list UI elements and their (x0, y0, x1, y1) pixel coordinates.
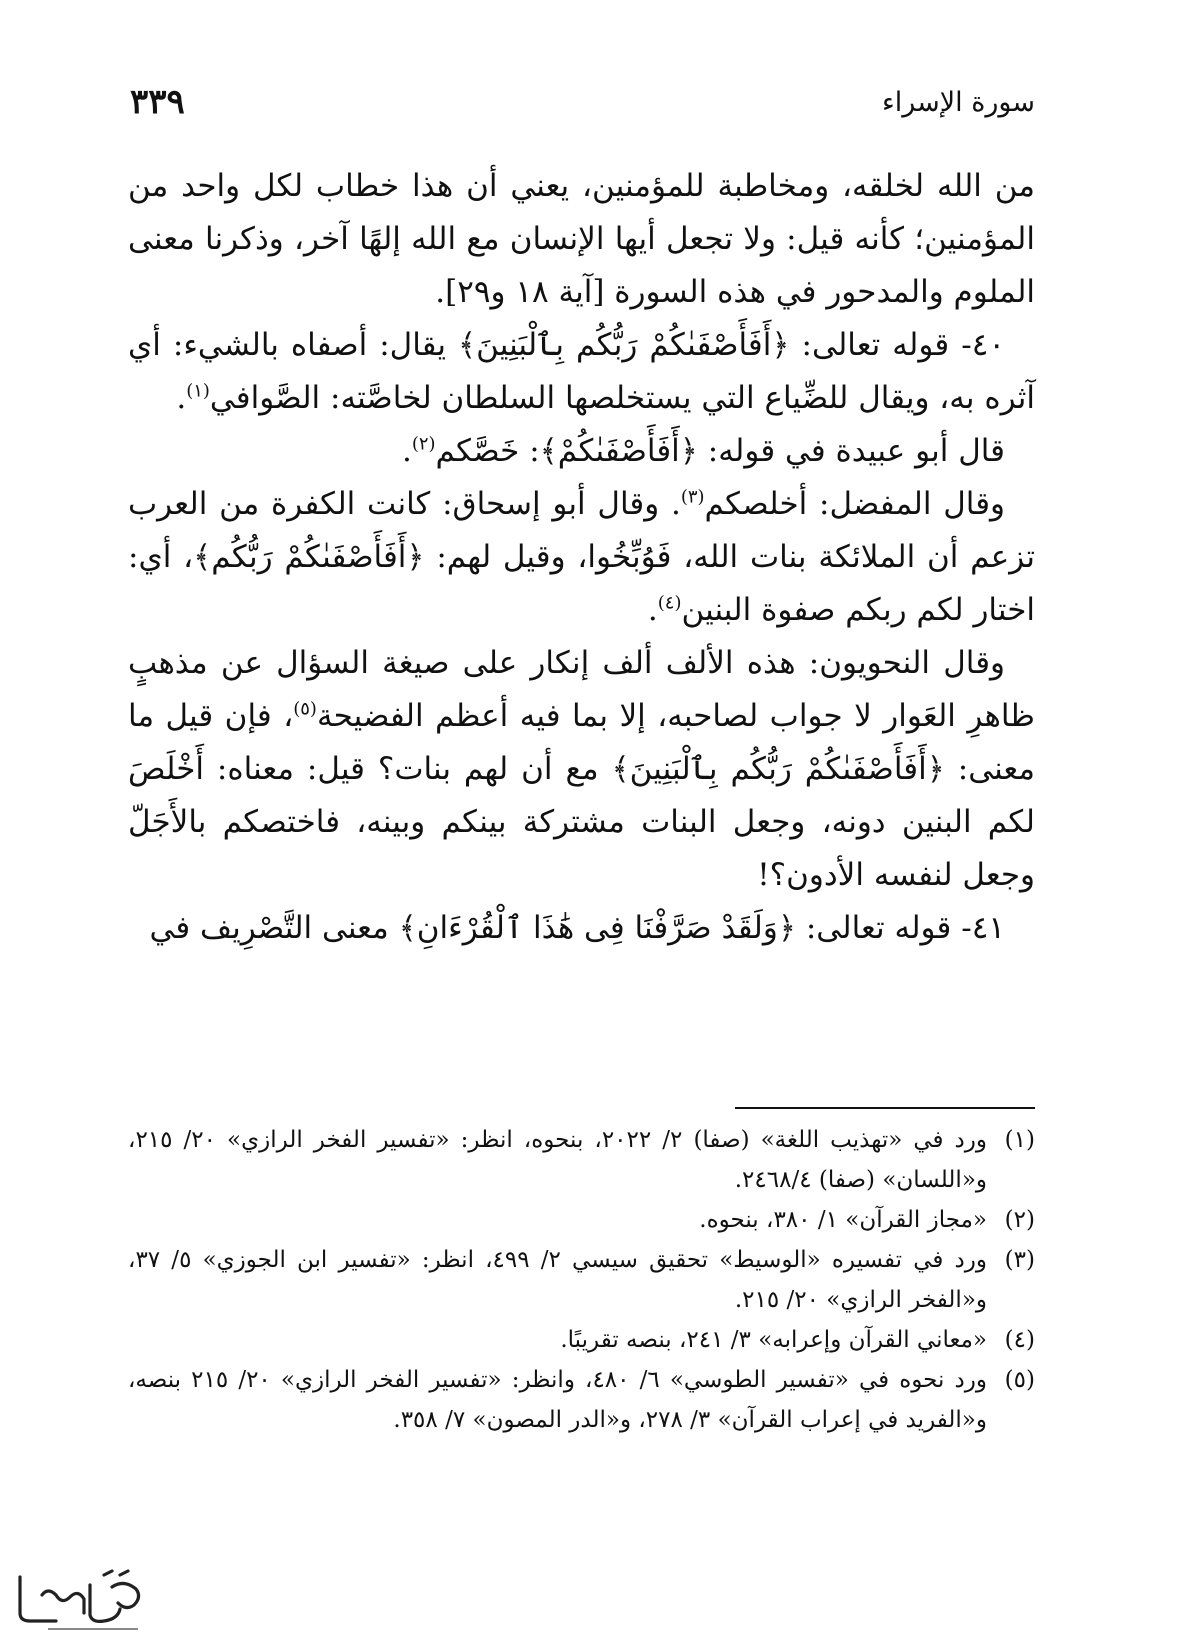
footnote-marker-1[interactable]: (١) (186, 380, 210, 402)
page-number: ٣٣٩ (130, 82, 185, 122)
paragraph-abu-ubayda (128, 425, 1035, 478)
footnote-text: «مجاز القرآن» ١/ ٣٨٠، بنحوه. (699, 1207, 987, 1233)
paragraph-verse-41: ٤١- قوله تعالى: ﴿وَلَقَدْ صَرَّفْنَا فِى هَٰذَا ٱلْقُرْءَانِ﴾ معنى التَّصْرِيف في (149, 910, 1005, 946)
paragraph-verse-40-text: ٤٠- قوله تعالى: ﴿أَفَأَصْفَىٰكُمْ رَبُّكُم بِٱلْبَنِينَ﴾ يقال: أصفاه بالشيء: أي آثره به، ويقال للضِّياع التي يستخلصها السلطان لخاصَّته: الصَّوافي (128, 327, 1035, 416)
paragraph-grammarians (128, 637, 1035, 902)
footnote-4 (128, 1320, 1035, 1360)
footnote-marker-5[interactable]: (٥) (293, 698, 317, 720)
surah-title: سورة الإسراء (882, 86, 1035, 118)
paragraph-mufaddal-text-a: وقال المفضل: أخلصكم (704, 486, 1005, 522)
footnote-number: (٣) (1004, 1247, 1035, 1273)
footnote-text: ورد في تفسيره «الوسيط» تحقيق سيسي ٢/ ٤٩٩، انظر: «تفسير ابن الجوزي» ٥/ ٣٧، و«الفخر الرازي» ٢٠/ ٢١٥. (128, 1247, 987, 1313)
footnote-number: (١) (1004, 1127, 1035, 1153)
footnote-1 (128, 1120, 1035, 1200)
paragraph-mufaddal (128, 478, 1035, 637)
paragraph-grammarians-text-b: ، فإن قيل ما معنى: ﴿أَفَأَصْفَىٰكُمْ رَبُّكُم بِٱلْبَنِينَ﴾ مع أن لهم بنات؟ قيل: معناه: أَخْلَصَ لكم البنين دونه، وجعل البنات مشتركة بينكم وبينه، فاختصكم بالأَجَلّ وجعل لنفسه الأدون؟! (128, 698, 1035, 893)
paragraph-verse-40 (128, 319, 1035, 425)
footnote-text: ورد نحوه في «تفسير الطوسي» ٦/ ٤٨٠، وانظر: «تفسير الفخر الرازي» ٢٠/ ٢١٥ بنصه، و«الفريد في إعراب القرآن» ٣/ ٢٧٨، و«الدر المصون» ٧/ ٣٥٨. (128, 1367, 987, 1433)
punct-dot-1: . (176, 380, 187, 416)
footnote-text: ورد في «تهذيب اللغة» (صفا) ٢/ ٢٠٢٢، بنحوه، انظر: «تفسير الفخر الرازي» ٢٠/ ٢١٥، و«اللسان» (صفا) ٢٤٦٨/٤. (128, 1127, 987, 1193)
paragraph-abu-ubayda-text: قال أبو عبيدة في قوله: ﴿أَفَأَصْفَىٰكُمْ﴾: خَصَّكم (435, 433, 1005, 469)
footnote-number: (٥) (1004, 1367, 1035, 1393)
footnote-separator (735, 1107, 1035, 1109)
footnote-marker-4[interactable]: (٤) (657, 592, 682, 614)
paragraph-grammarians-text-a: وقال النحويون: هذه الألف ألف إنكار على صيغة السؤال عن مذهبٍ ظاهرِ العَوار لا جواب لصاحبه، إلا بما فيه أعظم الفضيحة (128, 645, 1035, 734)
paragraph-1: من الله لخلقه، ومخاطبة للمؤمنين، يعني أن هذا خطاب لكل واحد من المؤمنين؛ كأنه قيل: ولا تجعل أيها الإنسان مع الله إلهًا آخر، وذكرنا معنى الملوم والمدحور في هذه السورة [آية ١٨ و٢٩]. (128, 168, 1035, 310)
footnote-marker-3[interactable]: (٣) (680, 486, 705, 508)
calligraphy-logo (8, 1565, 158, 1635)
footnote-text: «معاني القرآن وإعرابه» ٣/ ٢٤١، بنصه تقريبًا. (560, 1327, 987, 1353)
running-head (130, 78, 1035, 126)
punct-dot-3: . (647, 592, 658, 628)
paragraph-mufaddal-text-b: . وقال أبو إسحاق: كانت الكفرة من العرب تزعم أن الملائكة بنات الله، فَوُبِّخُوا، وقيل لهم: ﴿أَفَأَصْفَىٰكُمْ رَبُّكُم﴾، أي: اختار لكم ربكم صفوة البنين (128, 486, 1035, 628)
footnote-2 (128, 1200, 1035, 1240)
footnote-marker-2[interactable]: (٢) (411, 433, 436, 455)
footnote-number: (٤) (1004, 1327, 1035, 1353)
footnote-5 (128, 1360, 1035, 1440)
main-text (128, 160, 1035, 955)
footnotes (128, 1120, 1035, 1440)
footnote-number: (٢) (1004, 1207, 1035, 1233)
footnote-3 (128, 1240, 1035, 1320)
punct-dot-2: . (401, 433, 412, 469)
